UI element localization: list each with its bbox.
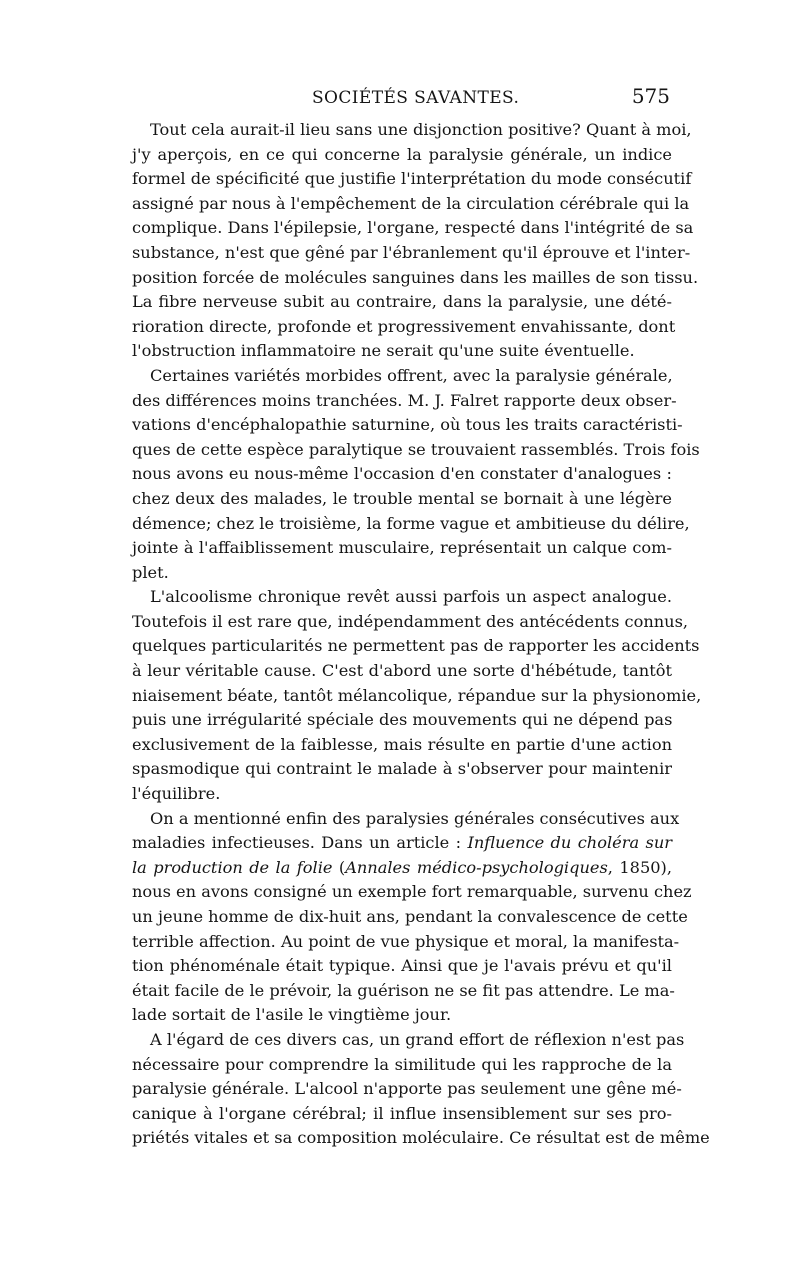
running-header bbox=[132, 86, 672, 114]
text-line: Tout cela aurait-il lieu sans une disjonction positive? Quant à moi, bbox=[150, 120, 692, 139]
text-line: l'obstruction inflammatoire ne serait qu'une suite éventuelle. bbox=[132, 341, 635, 361]
italic-title: Influence du choléra sur bbox=[467, 833, 672, 853]
paragraph bbox=[132, 364, 700, 585]
text-line: priétés vitales et sa composition moléculaire. Ce résultat est de même bbox=[132, 1128, 710, 1148]
text-line: paralysie générale. L'alcool n'apporte pas seulement une gêne mé- bbox=[132, 1079, 682, 1099]
text-line: L'alcoolisme chronique revêt aussi parfois un aspect analogue. bbox=[150, 587, 672, 607]
paragraph bbox=[132, 807, 692, 1028]
text-line: à leur véritable cause. C'est d'abord une sorte d'hébétude, tantôt bbox=[132, 661, 672, 681]
page-number: 575 bbox=[631, 84, 670, 108]
running-title: SOCIÉTÉS SAVANTES. bbox=[312, 88, 520, 108]
text-line: était facile de le prévoir, la guérison ne se fit pas attendre. Le ma- bbox=[132, 980, 675, 1000]
text-line: des différences moins tranchées. M. J. Falret rapporte deux obser- bbox=[132, 390, 677, 410]
text-line: un jeune homme de dix-huit ans, pendant la convalescence de cette bbox=[132, 907, 688, 926]
text-line: lade sortait de l'asile le vingtième jour. bbox=[132, 1005, 452, 1025]
text-line: nous avons eu nous-même l'occasion d'en constater d'analogues : bbox=[132, 464, 672, 484]
paragraph bbox=[132, 118, 699, 364]
paragraph bbox=[132, 585, 702, 806]
text-line: spasmodique qui contraint le malade à s'observer pour maintenir bbox=[132, 759, 672, 779]
text-line: A l'égard de ces divers cas, un grand effort de réflexion n'est pas bbox=[150, 1029, 685, 1049]
text-line: On a mentionné enfin des paralysies générales consécutives aux bbox=[150, 808, 680, 828]
text-line: tion phénoménale était typique. Ainsi que je l'avais prévu et qu'il bbox=[132, 956, 672, 976]
text-line: rioration directe, profonde et progressivement envahissante, dont bbox=[132, 316, 676, 336]
text-line: complique. Dans l'épilepsie, l'organe, respecté dans l'intégrité de sa bbox=[132, 218, 694, 238]
text-line: vations d'encéphalopathie saturnine, où tous les traits caractéristi- bbox=[132, 415, 683, 435]
text-line: puis une irrégularité spéciale des mouvements qui ne dépend pas bbox=[132, 710, 673, 730]
text-line: quelques particularités ne permettent pas de rapporter les accidents bbox=[132, 636, 700, 656]
text-run: , 1850), bbox=[607, 857, 673, 877]
text-line: démence; chez le troisième, la forme vague et ambitieuse du délire, bbox=[132, 513, 690, 533]
text-line: canique à l'organe cérébral; il influe insensiblement sur ses pro- bbox=[132, 1103, 672, 1123]
text-line bbox=[132, 856, 672, 881]
text-line: plet. bbox=[132, 562, 169, 582]
text-line: assigné par nous à l'empêchement de la circulation cérébrale qui la bbox=[132, 193, 690, 213]
text-line: terrible affection. Au point de vue physique et moral, la manifesta- bbox=[132, 931, 680, 951]
text-line: j'y aperçois, en ce qui concerne la paralysie générale, un indice bbox=[132, 144, 672, 164]
text-line: Toutefois il est rare que, indépendamment des antécédents connus, bbox=[132, 611, 689, 631]
text-line: position forcée de molécules sanguines dans les mailles de son tissu. bbox=[132, 267, 699, 287]
text-line: La fibre nerveuse subit au contraire, dans la paralysie, une dété- bbox=[132, 292, 672, 312]
paragraph bbox=[132, 1028, 710, 1151]
book-page bbox=[132, 84, 710, 1151]
text-line: jointe à l'affaiblissement musculaire, représentait un calque com- bbox=[132, 538, 672, 558]
text-run: maladies infectieuses. Dans un article : bbox=[132, 833, 462, 853]
text-line: Certaines variétés morbides offrent, avec la paralysie générale, bbox=[150, 365, 673, 385]
italic-journal: Annales médico-psychologiques bbox=[345, 857, 608, 877]
text-line: substance, n'est que gêné par l'ébranlement qu'il éprouve et l'inter- bbox=[132, 242, 691, 262]
text-run: ( bbox=[332, 857, 346, 877]
body-text bbox=[132, 118, 710, 1151]
text-line: ques de cette espèce paralytique se trouvaient rassemblés. Trois fois bbox=[132, 439, 700, 459]
text-line: chez deux des malades, le trouble mental se bornait à une légère bbox=[132, 488, 672, 508]
text-line: formel de spécificité que justifie l'interprétation du mode consécutif bbox=[132, 169, 692, 189]
text-line: niaisement béate, tantôt mélancolique, répandue sur la physionomie, bbox=[132, 685, 702, 705]
italic-title: la production de la folie bbox=[132, 857, 333, 877]
text-line: l'équilibre. bbox=[132, 784, 221, 804]
text-line: nous en avons consigné un exemple fort remarquable, survenu chez bbox=[132, 882, 692, 902]
text-line: exclusivement de la faiblesse, mais résulte en partie d'une action bbox=[132, 734, 672, 754]
text-line: nécessaire pour comprendre la similitude qui les rapproche de la bbox=[132, 1054, 672, 1074]
text-line bbox=[132, 831, 672, 856]
